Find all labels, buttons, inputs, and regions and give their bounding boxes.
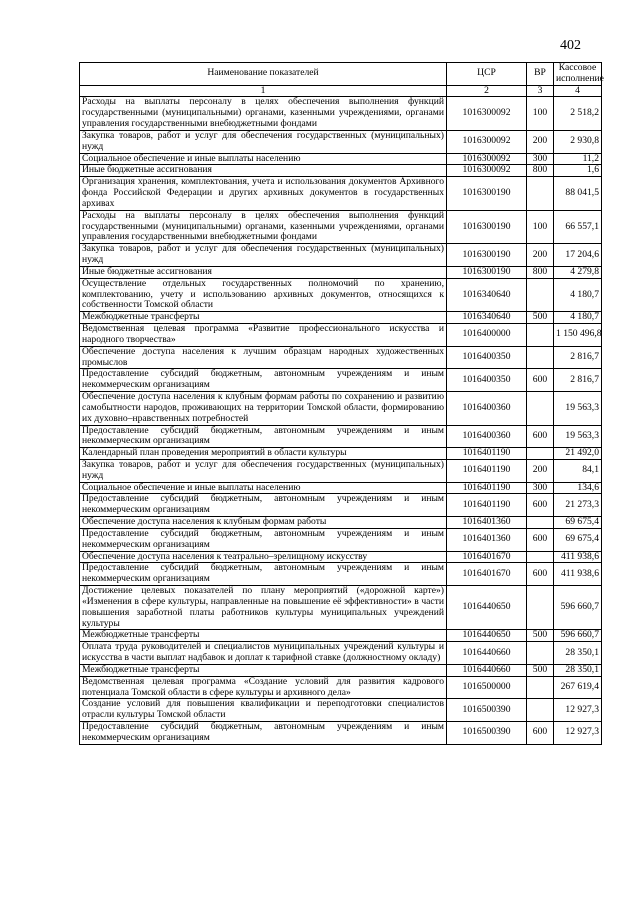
table-row [80, 676, 602, 699]
table-row [80, 324, 602, 347]
row-vr-cell: 600 [527, 494, 554, 517]
row-csr-cell: 1016401360 [447, 528, 527, 551]
row-csr-cell: 1016500000 [447, 676, 527, 699]
row-amount-cell: 12 927,3 [554, 722, 602, 745]
row-csr-cell: 1016400360 [447, 392, 527, 425]
row-vr-cell: 200 [527, 244, 554, 267]
table-row [80, 153, 602, 165]
row-vr-cell [527, 699, 554, 722]
row-vr-cell [527, 517, 554, 529]
row-csr-cell: 1016300190 [447, 210, 527, 243]
row-amount-cell: 11,2 [554, 153, 602, 165]
row-amount-cell: 1 150 496,8 [554, 324, 602, 347]
row-amount-cell: 66 557,1 [554, 210, 602, 243]
row-amount-cell: 21 273,3 [554, 494, 602, 517]
row-name-cell: Предоставление субсидий бюджетным, автономным учреждениям и иным некоммерческим организациям [80, 425, 447, 448]
row-amount-cell: 1,6 [554, 165, 602, 177]
header-vr: ВР [527, 63, 554, 86]
row-name-cell: Расходы на выплаты персоналу в целях обеспечения выполнения функций государственными (муниципальными) органами, казенными учреждениями, органами управления государственными внебюджетными фондами [80, 97, 447, 130]
row-vr-cell [527, 586, 554, 630]
table-row [80, 528, 602, 551]
row-name-cell: Межбюджетные трансферты [80, 630, 447, 642]
row-csr-cell: 1016340640 [447, 312, 527, 324]
table-row [80, 210, 602, 243]
row-vr-cell: 800 [527, 266, 554, 278]
row-name-cell: Социальное обеспечение и иные выплаты населению [80, 153, 447, 165]
row-vr-cell: 100 [527, 210, 554, 243]
row-name-cell: Закупка товаров, работ и услуг для обеспечения государственных (муниципальных) нужд [80, 459, 447, 482]
row-amount-cell: 134,6 [554, 482, 602, 494]
header-row [80, 63, 602, 86]
row-vr-cell [527, 642, 554, 665]
row-amount-cell: 4 180,7 [554, 312, 602, 324]
row-csr-cell: 1016500390 [447, 722, 527, 745]
table-row [80, 664, 602, 676]
table-row [80, 722, 602, 745]
row-amount-cell: 69 675,4 [554, 517, 602, 529]
table-row [80, 482, 602, 494]
row-csr-cell: 1016300190 [447, 244, 527, 267]
row-amount-cell: 2 816,7 [554, 346, 602, 369]
row-amount-cell: 596 660,7 [554, 630, 602, 642]
table-row [80, 630, 602, 642]
table-row [80, 699, 602, 722]
row-amount-cell: 19 563,3 [554, 425, 602, 448]
row-amount-cell: 596 660,7 [554, 586, 602, 630]
row-name-cell: Организация хранения, комплектования, учета и использования документов Архивного фонда Российской Федерации и других архивных документов в государственных архивах [80, 177, 447, 210]
row-amount-cell: 411 938,6 [554, 551, 602, 563]
row-name-cell: Обеспечение доступа населения к лучшим образцам народных художественных промыслов [80, 346, 447, 369]
row-name-cell: Иные бюджетные ассигнования [80, 165, 447, 177]
row-name-cell: Предоставление субсидий бюджетным, автономным учреждениям и иным некоммерческим организациям [80, 494, 447, 517]
row-csr-cell: 1016300190 [447, 266, 527, 278]
row-name-cell: Календарный план проведения мероприятий в области культуры [80, 448, 447, 460]
table-row [80, 459, 602, 482]
row-name-cell: Осуществление отдельных государственных полномочий по хранению, комплектованию, учету и использованию архивных документов, относящихся к собственности Томской области [80, 278, 447, 311]
row-csr-cell: 1016340640 [447, 278, 527, 311]
table-row [80, 278, 602, 311]
row-name-cell: Межбюджетные трансферты [80, 664, 447, 676]
row-csr-cell: 1016300092 [447, 130, 527, 153]
row-amount-cell: 28 350,1 [554, 664, 602, 676]
row-amount-cell: 4 279,8 [554, 266, 602, 278]
row-vr-cell [527, 448, 554, 460]
row-vr-cell: 600 [527, 722, 554, 745]
row-amount-cell: 2 930,8 [554, 130, 602, 153]
row-name-cell: Предоставление субсидий бюджетным, автономным учреждениям и иным некоммерческим организациям [80, 528, 447, 551]
row-vr-cell: 500 [527, 664, 554, 676]
row-vr-cell [527, 392, 554, 425]
row-amount-cell: 17 204,6 [554, 244, 602, 267]
row-vr-cell: 600 [527, 369, 554, 392]
row-name-cell: Ведомственная целевая программа «Создание условий для развития кадрового потенциала Томской области в сфере культуры и архивного дела» [80, 676, 447, 699]
row-csr-cell: 1016440660 [447, 642, 527, 665]
row-vr-cell: 200 [527, 130, 554, 153]
row-csr-cell: 1016300190 [447, 177, 527, 210]
row-name-cell: Обеспечение доступа населения к клубным формам работы [80, 517, 447, 529]
row-amount-cell: 69 675,4 [554, 528, 602, 551]
row-csr-cell: 1016500390 [447, 699, 527, 722]
row-csr-cell: 1016401190 [447, 448, 527, 460]
row-vr-cell: 500 [527, 312, 554, 324]
row-name-cell: Социальное обеспечение и иные выплаты населению [80, 482, 447, 494]
row-amount-cell: 267 619,4 [554, 676, 602, 699]
row-csr-cell: 1016440660 [447, 664, 527, 676]
row-amount-cell: 21 492,0 [554, 448, 602, 460]
row-name-cell: Обеспечение доступа населения к театрально–зрелищному искусству [80, 551, 447, 563]
row-amount-cell: 19 563,3 [554, 392, 602, 425]
table-row [80, 448, 602, 460]
row-name-cell: Закупка товаров, работ и услуг для обеспечения государственных (муниципальных) нужд [80, 244, 447, 267]
row-amount-cell: 2 518,2 [554, 97, 602, 130]
row-name-cell: Ведомственная целевая программа «Развитие профессионального искусства и народного творчества» [80, 324, 447, 347]
row-csr-cell: 1016300092 [447, 97, 527, 130]
page-number: 402 [560, 38, 581, 53]
index-cell: 1 [80, 85, 447, 97]
table-row [80, 392, 602, 425]
row-amount-cell: 411 938,6 [554, 563, 602, 586]
table-row [80, 369, 602, 392]
row-vr-cell: 300 [527, 482, 554, 494]
row-csr-cell: 1016400360 [447, 425, 527, 448]
row-name-cell: Оплата труда руководителей и специалистов муниципальных учреждений культуры и искусства в части выплат надбавок и доплат к тарифной ставке (должностному окладу) [80, 642, 447, 665]
table-row [80, 517, 602, 529]
table-row [80, 346, 602, 369]
row-vr-cell [527, 346, 554, 369]
row-vr-cell: 600 [527, 563, 554, 586]
index-cell: 2 [447, 85, 527, 97]
table-row [80, 130, 602, 153]
table-row [80, 244, 602, 267]
row-csr-cell: 1016400350 [447, 369, 527, 392]
index-cell: 4 [554, 85, 602, 97]
table-row [80, 642, 602, 665]
column-index-row [80, 85, 602, 97]
row-csr-cell: 1016440650 [447, 586, 527, 630]
row-name-cell: Закупка товаров, работ и услуг для обеспечения государственных (муниципальных) нужд [80, 130, 447, 153]
row-vr-cell: 600 [527, 528, 554, 551]
index-cell: 3 [527, 85, 554, 97]
table-row [80, 97, 602, 130]
row-vr-cell: 500 [527, 630, 554, 642]
row-vr-cell: 800 [527, 165, 554, 177]
row-csr-cell: 1016401190 [447, 482, 527, 494]
row-name-cell: Межбюджетные трансферты [80, 312, 447, 324]
row-vr-cell: 200 [527, 459, 554, 482]
table-row [80, 494, 602, 517]
row-name-cell: Расходы на выплаты персоналу в целях обеспечения выполнения функций государственными (муниципальными) органами, казенными учреждениями, органами управления государственными внебюджетными фондами [80, 210, 447, 243]
row-name-cell: Предоставление субсидий бюджетным, автономным учреждениям и иным некоммерческим организациям [80, 563, 447, 586]
table-row [80, 563, 602, 586]
row-amount-cell: 84,1 [554, 459, 602, 482]
row-csr-cell: 1016440650 [447, 630, 527, 642]
row-vr-cell: 600 [527, 425, 554, 448]
table-row [80, 165, 602, 177]
row-vr-cell [527, 324, 554, 347]
row-vr-cell [527, 278, 554, 311]
row-csr-cell: 1016401190 [447, 494, 527, 517]
row-vr-cell [527, 676, 554, 699]
row-amount-cell: 28 350,1 [554, 642, 602, 665]
row-csr-cell: 1016401360 [447, 517, 527, 529]
row-csr-cell: 1016400000 [447, 324, 527, 347]
row-csr-cell: 1016401670 [447, 551, 527, 563]
header-amount: Кассовое исполнение [554, 63, 602, 86]
row-csr-cell: 1016401190 [447, 459, 527, 482]
table-row [80, 586, 602, 630]
row-amount-cell: 12 927,3 [554, 699, 602, 722]
row-vr-cell: 100 [527, 97, 554, 130]
row-csr-cell: 1016400350 [447, 346, 527, 369]
row-vr-cell [527, 177, 554, 210]
header-name: Наименование показателей [80, 63, 447, 86]
table-row [80, 177, 602, 210]
table-row [80, 266, 602, 278]
row-name-cell: Обеспечение доступа населения к клубным формам работы по сохранению и развитию самобытности народов, проживающих на территории Томской области, формированию их духовно–нравственных потребностей [80, 392, 447, 425]
table-row [80, 312, 602, 324]
row-name-cell: Достижение целевых показателей по плану мероприятий («дорожной карте») «Изменения в сфере культуры, направленные на повышение её эффективности» в части повышения заработной платы работников культуры муниципальных учреждений культуры [80, 586, 447, 630]
row-name-cell: Предоставление субсидий бюджетным, автономным учреждениям и иным некоммерческим организациям [80, 369, 447, 392]
row-csr-cell: 1016300092 [447, 165, 527, 177]
row-name-cell: Предоставление субсидий бюджетным, автономным учреждениям и иным некоммерческим организациям [80, 722, 447, 745]
row-csr-cell: 1016300092 [447, 153, 527, 165]
budget-table [79, 62, 602, 745]
row-vr-cell [527, 551, 554, 563]
row-name-cell: Иные бюджетные ассигнования [80, 266, 447, 278]
table-row [80, 425, 602, 448]
row-amount-cell: 88 041,5 [554, 177, 602, 210]
row-vr-cell: 300 [527, 153, 554, 165]
row-csr-cell: 1016401670 [447, 563, 527, 586]
row-name-cell: Создание условий для повышения квалификации и переподготовки специалистов отрасли культуры Томской области [80, 699, 447, 722]
table-row [80, 551, 602, 563]
table-body [80, 97, 602, 744]
row-amount-cell: 2 816,7 [554, 369, 602, 392]
header-csr: ЦСР [447, 63, 527, 86]
row-amount-cell: 4 180,7 [554, 278, 602, 311]
